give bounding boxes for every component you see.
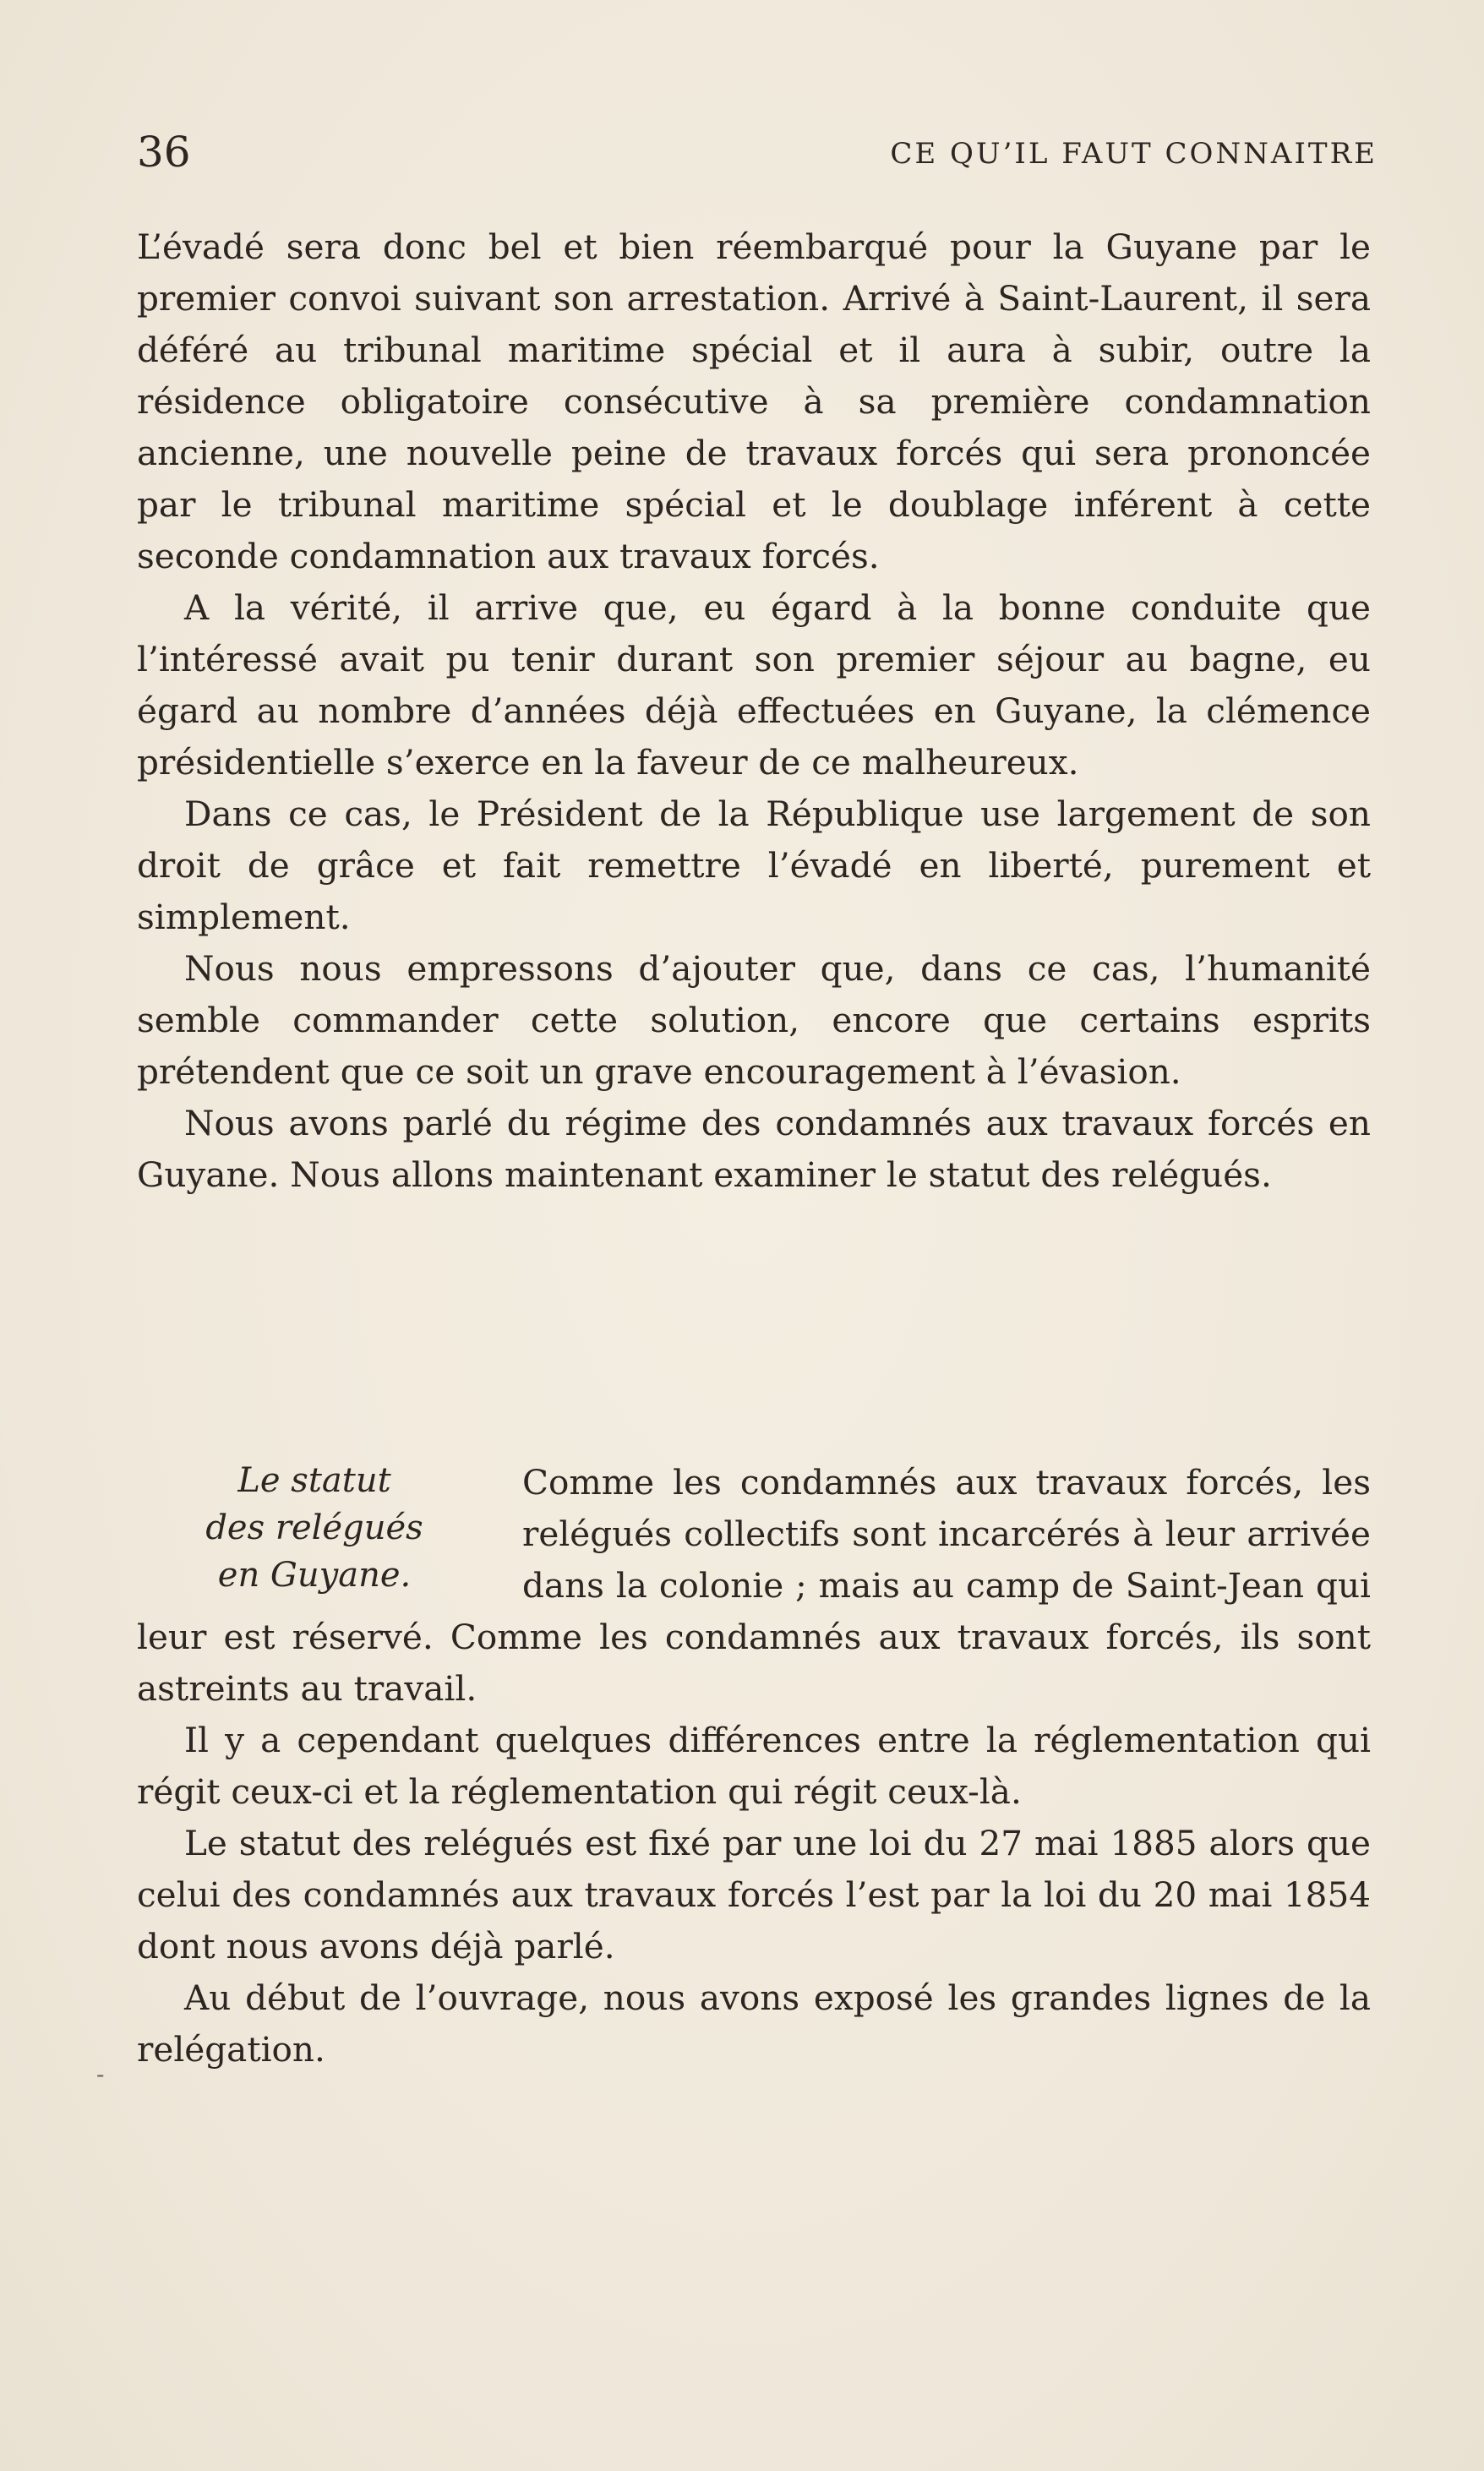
paragraph: Il y a cependant quelques différences entre la réglementation qui régit ceux-ci et la réglementation qui régit ceux-là. [137, 1720, 1371, 1812]
paragraph: L’évadé sera donc bel et bien réembarqué pour la Guyane par le premier convoi suivant son arrestation. Arrivé à Saint-Laurent, il sera déféré au tribunal maritime spécial et il aura à subir, outre la résidence obligatoire consécutive à sa première condamnation ancienne, une nouvelle peine de travaux forcés qui sera prononcée par le tribunal maritime spécial et le doublage inférent à cette seconde condamnation aux travaux forcés. [137, 226, 1371, 576]
paragraph: Au début de l’ouvrage, nous avons exposé les grandes lignes de la relégation. [137, 1977, 1371, 2070]
page-header [137, 127, 1378, 177]
margin-mark: - [96, 2060, 105, 2088]
side-title-line: Le statut [237, 1461, 391, 1500]
paragraph: Nous nous empressons d’ajouter que, dans ce cas, l’humanité semble commander cette solution, encore que certains esprits prétendent que ce soit un grave encouragement à l’évasion. [137, 948, 1371, 1092]
paragraph: Nous avons parlé du régime des condamnés aux travaux forcés en Guyane. Nous allons maintenant examiner le statut des relégués. [137, 1103, 1371, 1195]
lead-paragraph: Comme les condamnés aux travaux forcés, les relégués collectifs sont incarcérés à leur arrivée dans la colonie ; mais au camp de Saint-Jean qui leur est réservé. Comme les condamnés aux travaux forcés, ils sont astreints au travail. [137, 1462, 1371, 1709]
section-releges [137, 1457, 1371, 2076]
paragraph: A la vérité, il arrive que, eu égard à la bonne conduite que l’intéressé avait pu tenir durant son premier séjour au bagne, eu égard au nombre d’années déjà effectuées en Guyane, la clémence présidentielle s’exerce en la faveur de ce malheureux. [137, 587, 1371, 783]
paragraph: Le statut des relégués est fixé par une loi du 27 mai 1885 alors que celui des condamnés aux travaux forcés l’est par la loi du 20 mai 1854 dont nous avons déjà parlé. [137, 1823, 1371, 1966]
side-title-line: des relégués [205, 1508, 423, 1547]
paragraph: Dans ce cas, le Président de la République use largement de son droit de grâce et fait remettre l’évadé en liberté, purement et simplement. [137, 794, 1371, 937]
running-title: CE QU’IL FAUT CONNAITRE [890, 137, 1378, 171]
side-title-line: en Guyane. [217, 1556, 412, 1595]
page-number: 36 [137, 128, 191, 177]
side-title [137, 1457, 492, 1599]
body-text [137, 221, 1371, 1201]
